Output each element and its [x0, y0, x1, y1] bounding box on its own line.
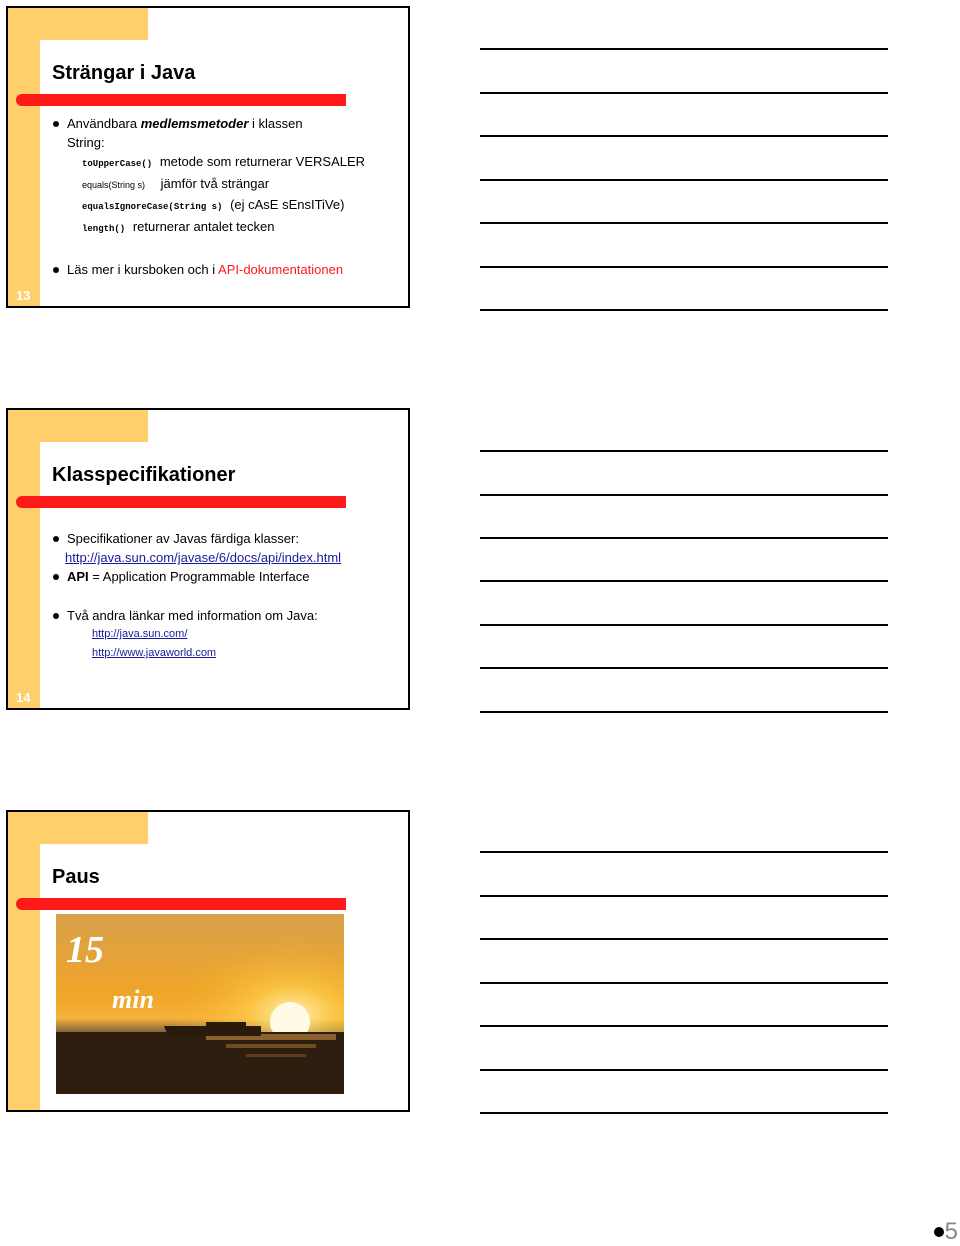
note-line	[480, 179, 888, 181]
slide-content	[52, 114, 402, 279]
bullet-text: = Application Programmable Interface	[88, 569, 310, 584]
note-line	[480, 624, 888, 626]
slide-number: 13	[16, 288, 31, 303]
method-desc: returnerar antalet tecken	[132, 219, 275, 234]
slide-title: Strängar i Java	[52, 62, 196, 84]
sunset-graphic	[56, 914, 344, 1094]
javaworld-link[interactable]: http://www.javaworld.com	[92, 647, 217, 659]
java-sun-link[interactable]: http://java.sun.com/	[92, 628, 188, 640]
slide-number: 14	[16, 690, 31, 705]
api-link-row	[52, 548, 402, 567]
api-index-link[interactable]: http://java.sun.com/javase/6/docs/api/index.html	[65, 550, 342, 565]
bullet-continuation: String:	[67, 135, 105, 150]
bullet-text: i klassen	[248, 116, 303, 131]
note-line	[480, 309, 888, 311]
note-line	[480, 1069, 888, 1071]
bullet-text: Användbara	[67, 116, 141, 131]
slide-14	[6, 408, 410, 710]
bullet-text: Specifikationer av Javas färdiga klasser:	[67, 531, 299, 546]
bullet-item	[52, 567, 402, 586]
slide-left-strip	[8, 410, 40, 708]
note-line	[480, 1025, 888, 1027]
slide-title: Paus	[52, 866, 100, 888]
bullet-item	[52, 529, 402, 548]
note-line	[480, 48, 888, 50]
method-code: equalsIgnoreCase(String s)	[82, 202, 223, 212]
method-row	[52, 152, 402, 174]
method-code: equals(String s)	[82, 180, 146, 190]
note-line	[480, 494, 888, 496]
slide-top-block	[8, 410, 148, 442]
bullet-emphasis: medlemsmetoder	[140, 116, 249, 131]
note-line	[480, 667, 888, 669]
note-line	[480, 222, 888, 224]
slide-left-strip	[8, 8, 40, 306]
method-code: length()	[82, 224, 126, 234]
note-line	[480, 982, 888, 984]
bullet-item	[52, 606, 402, 625]
slide-13	[6, 6, 410, 308]
bullet-text: Läs mer i kursboken och i	[67, 262, 219, 277]
note-line	[480, 537, 888, 539]
image-text-15: 15	[66, 929, 104, 971]
title-underline-bar	[16, 898, 346, 910]
note-line	[480, 450, 888, 452]
slide-top-block	[8, 8, 148, 40]
note-line	[480, 135, 888, 137]
api-doc-link[interactable]: API-dokumentationen	[218, 262, 344, 277]
note-line	[480, 895, 888, 897]
method-row	[52, 195, 402, 217]
slide-top-block	[8, 812, 148, 844]
note-line	[480, 580, 888, 582]
bullet-item	[52, 114, 402, 133]
image-text-min: min	[112, 985, 154, 1014]
slide-title: Klasspecifikationer	[52, 464, 236, 486]
method-desc: jämför två strängar	[160, 176, 270, 191]
title-underline-bar	[16, 94, 346, 106]
note-line	[480, 851, 888, 853]
slide-content	[52, 529, 402, 663]
abbreviation: API	[67, 569, 89, 584]
link-list	[52, 625, 402, 663]
note-line	[480, 938, 888, 940]
bullet-text: Två andra länkar med information om Java:	[67, 608, 318, 623]
page-number-text: 5	[944, 1218, 958, 1245]
slide-left-strip	[8, 812, 40, 1110]
note-line	[480, 92, 888, 94]
title-underline-bar	[16, 496, 346, 508]
method-row	[52, 217, 402, 239]
method-desc: metode som returnerar VERSALER	[159, 154, 366, 169]
method-code: toUpperCase()	[82, 159, 153, 169]
slide-pause	[6, 810, 410, 1112]
bullet-item	[52, 260, 402, 279]
sunset-image	[56, 914, 344, 1094]
page-number-dot	[934, 1227, 944, 1237]
note-line	[480, 711, 888, 713]
note-line	[480, 1112, 888, 1114]
note-line	[480, 266, 888, 268]
method-desc: (ej cAsE sEnsITiVe)	[230, 197, 345, 212]
method-row	[52, 174, 402, 195]
